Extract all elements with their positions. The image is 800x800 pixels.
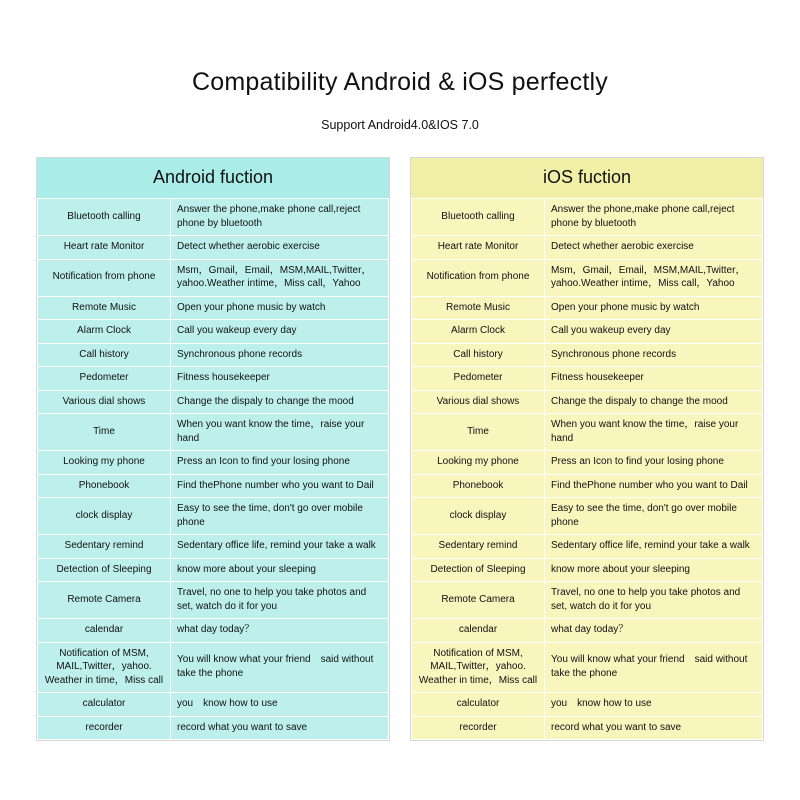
- table-row: [412, 259, 763, 296]
- feature-name-cell: Remote Camera: [412, 582, 545, 619]
- table-row: [412, 716, 763, 740]
- feature-name-cell: Call history: [38, 343, 171, 367]
- table-row: [38, 558, 389, 582]
- feature-description-cell: Detect whether aerobic exercise: [545, 236, 763, 260]
- table-row: [38, 199, 389, 236]
- table-row: [38, 716, 389, 740]
- feature-description-cell: Sedentary office life, remind your take a walk: [545, 535, 763, 559]
- feature-description-cell: you know how to use: [171, 693, 389, 717]
- feature-name-cell: calendar: [38, 619, 171, 643]
- page-subtitle: Support Android4.0&IOS 7.0: [321, 118, 479, 132]
- feature-name-cell: Remote Camera: [38, 582, 171, 619]
- feature-description-cell: know more about your sleeping: [171, 558, 389, 582]
- feature-description-cell: Open your phone music by watch: [171, 296, 389, 320]
- feature-description-cell: Press an Icon to find your losing phone: [171, 451, 389, 475]
- table-row: [38, 367, 389, 391]
- table-row: [412, 498, 763, 535]
- feature-name-cell: Heart rate Monitor: [412, 236, 545, 260]
- ios-table-body: [412, 199, 763, 740]
- feature-description-cell: Call you wakeup every day: [545, 320, 763, 344]
- table-row: [412, 693, 763, 717]
- feature-name-cell: Notification of MSM, MAIL,Twitter，yahoo. Weather in time，Miss call: [412, 642, 545, 693]
- table-row: [412, 642, 763, 693]
- feature-name-cell: Phonebook: [412, 474, 545, 498]
- table-row: [38, 693, 389, 717]
- feature-name-cell: Sedentary remind: [38, 535, 171, 559]
- table-row: [412, 558, 763, 582]
- feature-name-cell: Phonebook: [38, 474, 171, 498]
- table-row: [412, 390, 763, 414]
- feature-description-cell: You will know what your friend said without take the phone: [171, 642, 389, 693]
- table-row: [38, 642, 389, 693]
- table-row: [38, 619, 389, 643]
- table-row: [38, 296, 389, 320]
- table-row: [412, 619, 763, 643]
- feature-name-cell: recorder: [412, 716, 545, 740]
- feature-description-cell: Answer the phone,make phone call,reject phone by bluetooth: [171, 199, 389, 236]
- feature-description-cell: know more about your sleeping: [545, 558, 763, 582]
- android-panel: [36, 157, 390, 741]
- feature-name-cell: Bluetooth calling: [38, 199, 171, 236]
- feature-description-cell: Find thePhone number who you want to Dail: [171, 474, 389, 498]
- table-row: [412, 451, 763, 475]
- feature-description-cell: Find thePhone number who you want to Dail: [545, 474, 763, 498]
- feature-description-cell: Msm，Gmail，Email，MSM,MAIL,Twitter，yahoo.Weather intime，Miss call，Yahoo: [171, 259, 389, 296]
- feature-name-cell: Bluetooth calling: [412, 199, 545, 236]
- feature-name-cell: clock display: [38, 498, 171, 535]
- feature-description-cell: When you want know the time，raise your hand: [545, 414, 763, 451]
- feature-description-cell: You will know what your friend said without take the phone: [545, 642, 763, 693]
- table-row: [412, 296, 763, 320]
- table-row: [412, 474, 763, 498]
- feature-description-cell: Change the dispaly to change the mood: [545, 390, 763, 414]
- feature-name-cell: Time: [412, 414, 545, 451]
- feature-name-cell: Pedometer: [412, 367, 545, 391]
- table-row: [38, 343, 389, 367]
- feature-name-cell: Detection of Sleeping: [38, 558, 171, 582]
- feature-description-cell: what day today？: [545, 619, 763, 643]
- table-row: [412, 199, 763, 236]
- table-row: [412, 320, 763, 344]
- feature-name-cell: Looking my phone: [38, 451, 171, 475]
- feature-name-cell: Remote Music: [38, 296, 171, 320]
- feature-name-cell: Notification of MSM, MAIL,Twitter，yahoo. Weather in time，Miss call: [38, 642, 171, 693]
- feature-description-cell: When you want know the time，raise your hand: [171, 414, 389, 451]
- table-row: [38, 390, 389, 414]
- feature-description-cell: Call you wakeup every day: [171, 320, 389, 344]
- page-title: Compatibility Android & iOS perfectly: [192, 68, 608, 96]
- table-row: [412, 414, 763, 451]
- feature-description-cell: Detect whether aerobic exercise: [171, 236, 389, 260]
- table-row: [38, 498, 389, 535]
- table-row: [38, 236, 389, 260]
- table-row: [38, 582, 389, 619]
- feature-name-cell: Pedometer: [38, 367, 171, 391]
- feature-name-cell: Call history: [412, 343, 545, 367]
- table-row: [38, 259, 389, 296]
- feature-name-cell: Various dial shows: [412, 390, 545, 414]
- table-row: [38, 474, 389, 498]
- table-row: [412, 343, 763, 367]
- feature-description-cell: Fitness housekeeper: [545, 367, 763, 391]
- feature-description-cell: Synchronous phone records: [171, 343, 389, 367]
- feature-name-cell: Notification from phone: [412, 259, 545, 296]
- feature-name-cell: Sedentary remind: [412, 535, 545, 559]
- table-row: [412, 535, 763, 559]
- table-row: [38, 320, 389, 344]
- feature-description-cell: you know how to use: [545, 693, 763, 717]
- feature-name-cell: Notification from phone: [38, 259, 171, 296]
- feature-description-cell: record what you want to save: [545, 716, 763, 740]
- feature-name-cell: recorder: [38, 716, 171, 740]
- table-row: [412, 582, 763, 619]
- feature-description-cell: Msm，Gmail，Email，MSM,MAIL,Twitter，yahoo.Weather intime，Miss call，Yahoo: [545, 259, 763, 296]
- feature-description-cell: Synchronous phone records: [545, 343, 763, 367]
- ios-panel: [410, 157, 764, 741]
- table-row: [38, 414, 389, 451]
- android-table-body: [38, 199, 389, 740]
- feature-description-cell: Travel, no one to help you take photos and set, watch do it for you: [171, 582, 389, 619]
- feature-name-cell: clock display: [412, 498, 545, 535]
- feature-name-cell: Alarm Clock: [38, 320, 171, 344]
- feature-name-cell: Alarm Clock: [412, 320, 545, 344]
- android-panel-title: Android fuction: [37, 158, 389, 198]
- feature-description-cell: Sedentary office life, remind your take a walk: [171, 535, 389, 559]
- feature-description-cell: Easy to see the time, don't go over mobile phone: [171, 498, 389, 535]
- feature-description-cell: Travel, no one to help you take photos and set, watch do it for you: [545, 582, 763, 619]
- table-row: [38, 535, 389, 559]
- ios-panel-title: iOS fuction: [411, 158, 763, 198]
- feature-name-cell: Various dial shows: [38, 390, 171, 414]
- table-row: [38, 451, 389, 475]
- feature-description-cell: record what you want to save: [171, 716, 389, 740]
- feature-name-cell: Time: [38, 414, 171, 451]
- feature-description-cell: Answer the phone,make phone call,reject phone by bluetooth: [545, 199, 763, 236]
- feature-name-cell: Remote Music: [412, 296, 545, 320]
- feature-description-cell: Change the dispaly to change the mood: [171, 390, 389, 414]
- feature-description-cell: Easy to see the time, don't go over mobile phone: [545, 498, 763, 535]
- feature-description-cell: Open your phone music by watch: [545, 296, 763, 320]
- feature-name-cell: calculator: [38, 693, 171, 717]
- feature-description-cell: what day today？: [171, 619, 389, 643]
- table-row: [412, 367, 763, 391]
- table-row: [412, 236, 763, 260]
- feature-description-cell: Fitness housekeeper: [171, 367, 389, 391]
- feature-name-cell: Looking my phone: [412, 451, 545, 475]
- feature-name-cell: Detection of Sleeping: [412, 558, 545, 582]
- tables-container: [0, 132, 800, 741]
- feature-name-cell: Heart rate Monitor: [38, 236, 171, 260]
- feature-name-cell: calculator: [412, 693, 545, 717]
- feature-name-cell: calendar: [412, 619, 545, 643]
- android-function-table: [37, 198, 389, 740]
- ios-function-table: [411, 198, 763, 740]
- feature-description-cell: Press an Icon to find your losing phone: [545, 451, 763, 475]
